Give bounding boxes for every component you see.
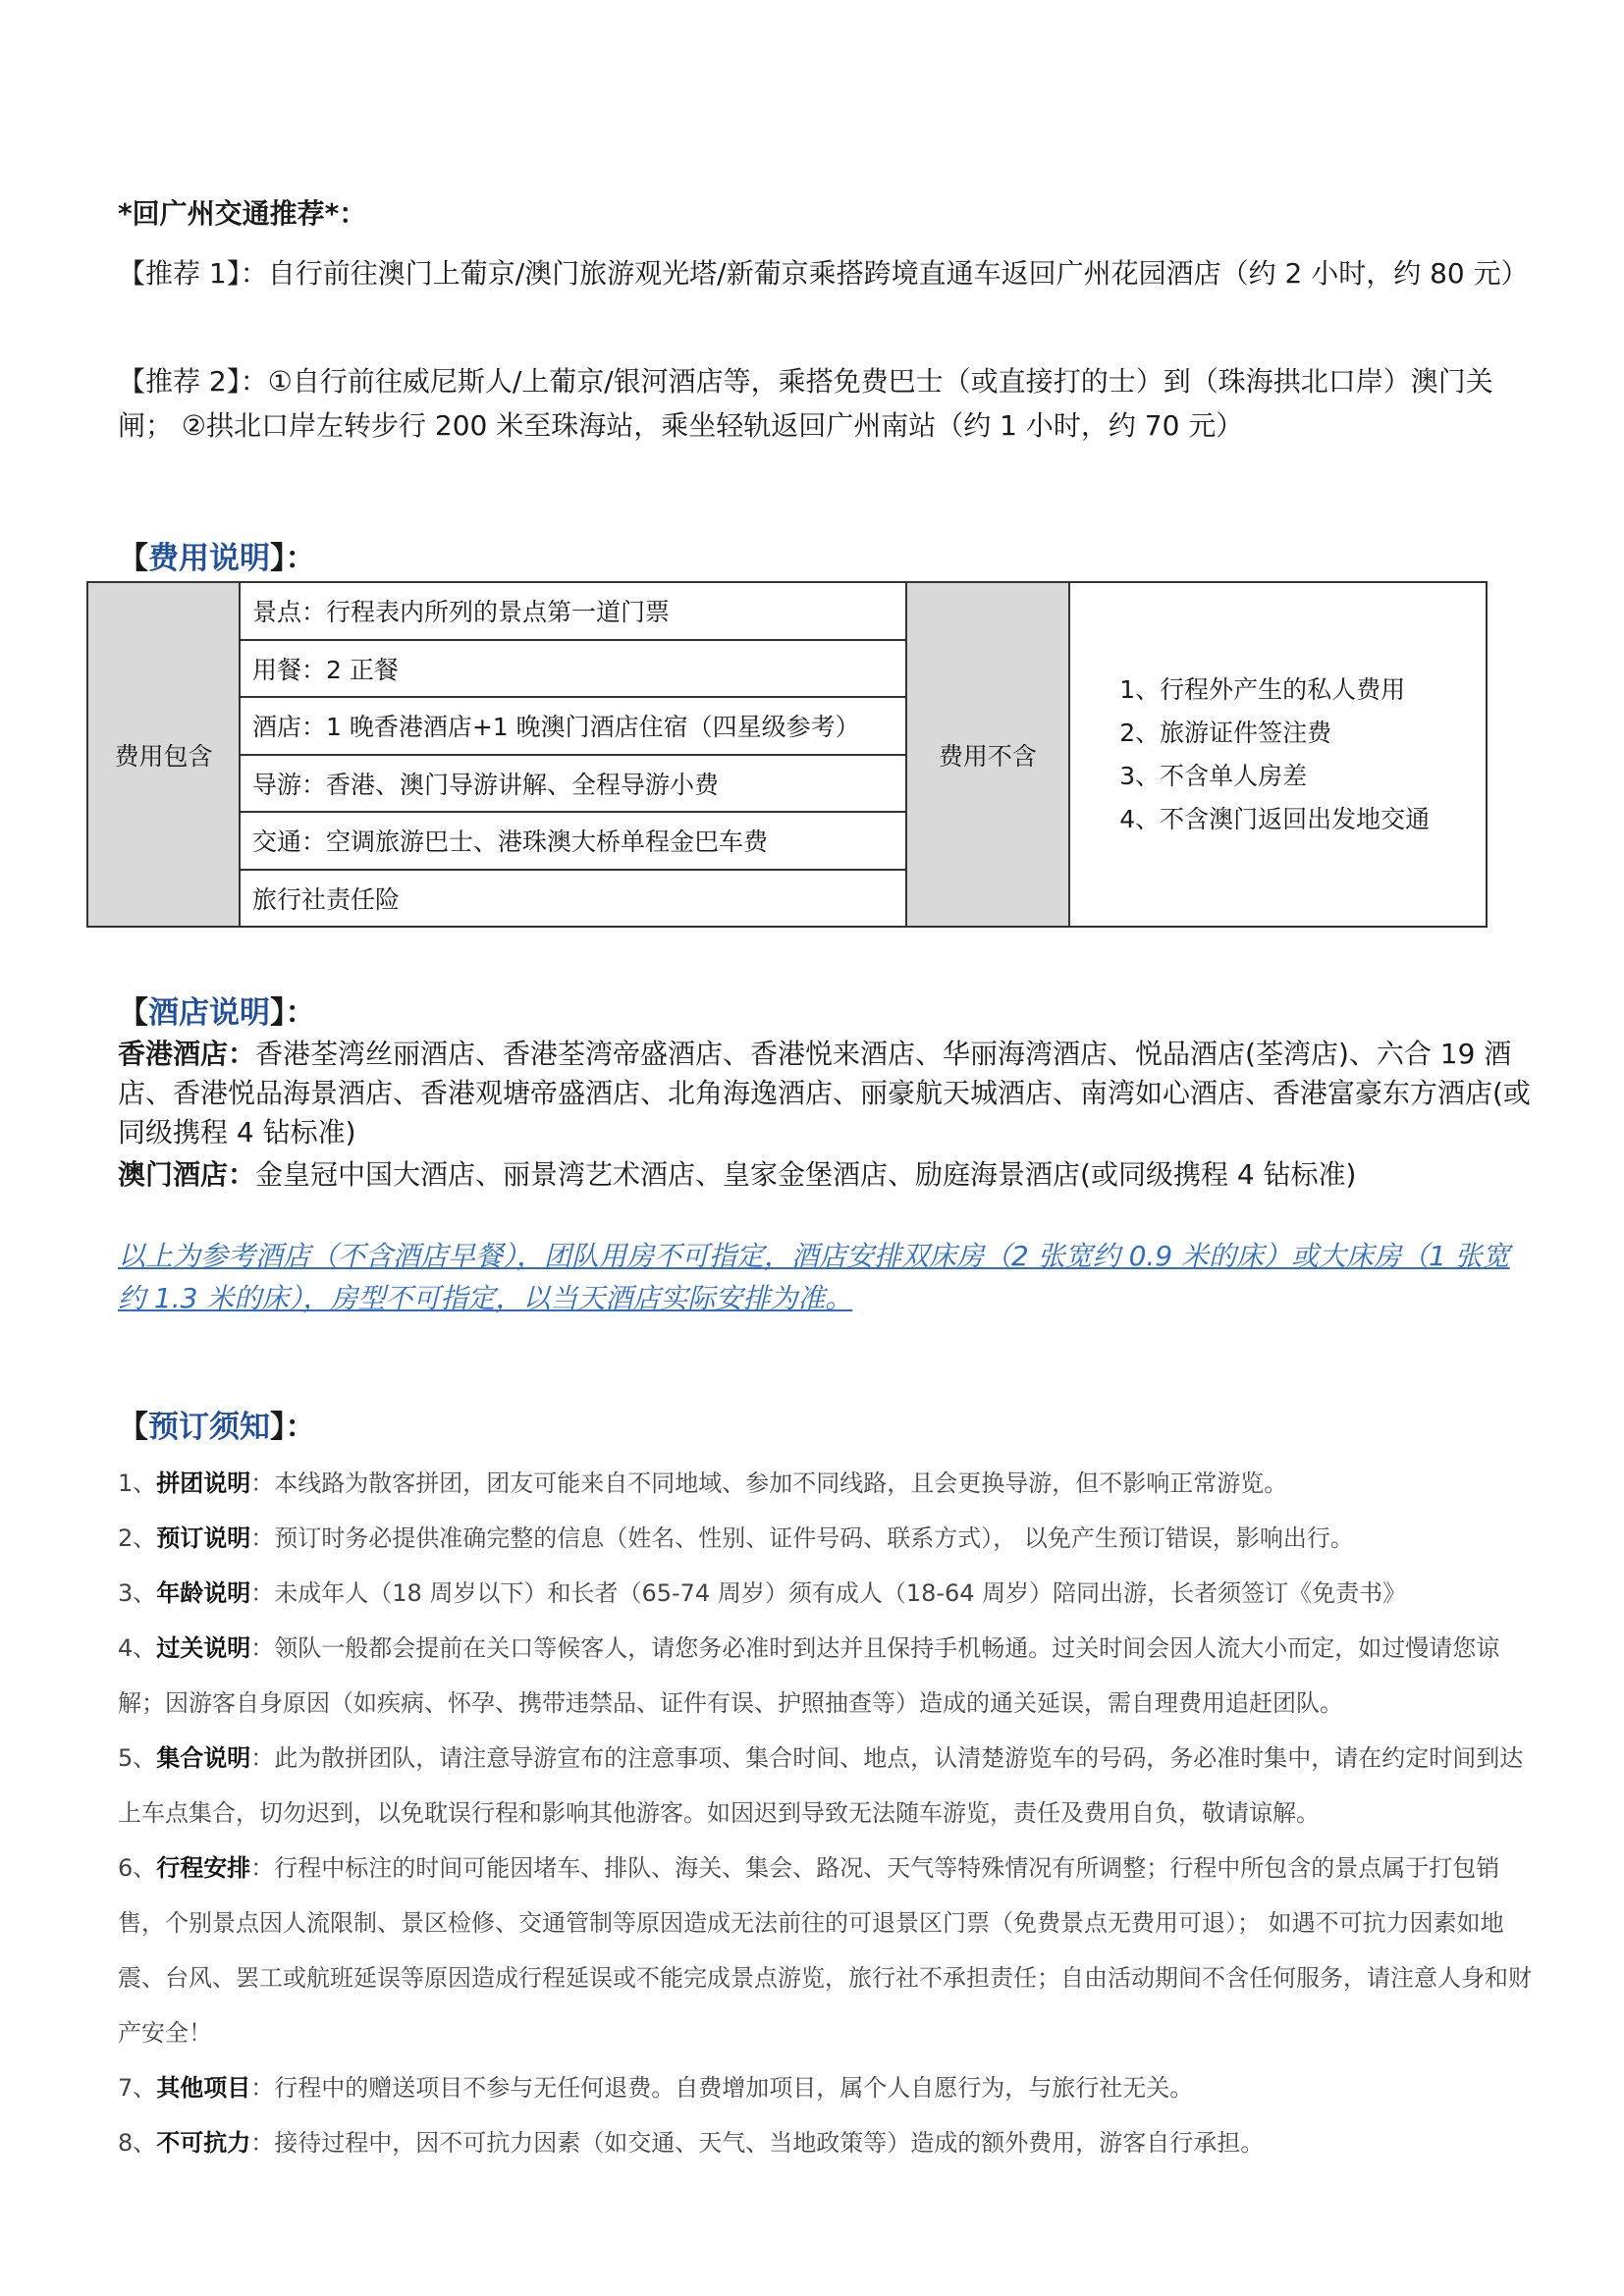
included-item: 景点：行程表内所列的景点第一道门票 (240, 582, 906, 640)
included-item: 酒店：1 晚香港酒店+1 晚澳门酒店住宿（四星级参考） (240, 697, 906, 755)
included-item: 旅行社责任险 (240, 870, 906, 928)
booking-item: 2、预订说明：预订时务必提供准确完整的信息（姓名、性别、证件号码、联系方式）， 以免产生预订错误，影响出行。 (118, 1524, 1354, 1552)
booking-item: 6、行程安排：行程中标注的时间可能因堵车、排队、海关、集会、路况、天气等特殊情况有所调整；行程中所包含的景点属于打包销售，个别景点因人流限制、景区检修、交通管制等原因造成无法前往的可退景区门票（免费景点无费用可退）； 如遇不可抗力因素如地震、台风、罢工或航班延误等原因造成行程延误或不能完成景点游览，旅行社不承担责任；自由活动期间不含任何服务，请注意人身和财产安全！ (118, 1854, 1532, 2047)
excluded-item: 2、旅游证件签注费 (1119, 718, 1332, 747)
transport-heading: *回广州交通推荐*： (118, 197, 367, 230)
excluded-item: 3、不含单人房差 (1119, 761, 1308, 790)
included-item: 导游：香港、澳门导游讲解、全程导游小费 (240, 755, 906, 813)
macau-hotels: 澳门酒店：金皇冠中国大酒店、丽景湾艺术酒店、皇家金堡酒店、励庭海景酒店(或同级携程 4 钻标准) (118, 1158, 1357, 1191)
macau-hotels-label: 澳门酒店： (118, 1158, 256, 1191)
hotels-heading: 【酒店说明】： (118, 995, 316, 1031)
booking-item: 5、集合说明：此为散拼团队，请注意导游宣布的注意事项、集合时间、地点，认清楚游览车的号码，务必准时集中，请在约定时间到达上车点集合，切勿迟到，以免耽误行程和影响其他游客。如因迟到导致无法随车游览，责任及费用自负，敬请谅解。 (118, 1744, 1524, 1827)
fee-table (86, 581, 1488, 928)
excluded-item: 4、不含澳门返回出发地交通 (1119, 804, 1431, 833)
booking-item: 8、不可抗力：接待过程中，因不可抗力因素（如交通、天气、当地政策等）造成的额外费用，游客自行承担。 (118, 2129, 1265, 2157)
included-item: 用餐：2 正餐 (240, 640, 906, 698)
hong-kong-hotels: 香港酒店：香港荃湾丝丽酒店、香港荃湾帝盛酒店、香港悦来酒店、华丽海湾酒店、悦品酒店(荃湾店)、六合 19 酒店、香港悦品海景酒店、香港观塘帝盛酒店、北角海逸酒店、丽豪航天城酒店、南湾如心酒店、香港富豪东方酒店(或同级携程 4 钻标准) (118, 1038, 1531, 1148)
booking-item: 4、过关说明：领队一般都会提前在关口等候客人，请您务必准时到达并且保持手机畅通。过关时间会因人流大小而定，如过慢请您谅解；因游客自身原因（如疾病、怀孕、携带违禁品、证件有误、护照抽查等）造成的通关延误，需自理费用追赶团队。 (118, 1634, 1500, 1717)
transport-recommendation-2: 【推荐 2】：①自行前往威尼斯人/上葡京/银河酒店等，乘搭免费巴士（或直接打的士）到（珠海拱北口岸）澳门关闸； ②拱北口岸左转步行 200 米至珠海站，乘坐轻轨返回广州南站（约 1 小时，约 70 元） (118, 365, 1493, 442)
excluded-item: 1、行程外产生的私人费用 (1119, 674, 1406, 704)
booking-item: 7、其他项目：行程中的赠送项目不参与无任何退费。自费增加项目，属个人自愿行为，与旅行社无关。 (118, 2074, 1194, 2102)
included-item: 交通：空调旅游巴士、港珠澳大桥单程金巴车费 (240, 812, 906, 870)
transport-recommendation-1: 【推荐 1】：自行前往澳门上葡京/澳门旅游观光塔/新葡京乘搭跨境直通车返回广州花园酒店（约 2 小时，约 80 元） (118, 257, 1529, 290)
hong-kong-hotels-label: 香港酒店： (118, 1038, 256, 1070)
booking-item: 1、拼团说明：本线路为散客拼团，团友可能来自不同地域、参加不同线路，且会更换导游，但不影响正常游览。 (118, 1469, 1288, 1497)
excluded-list (1069, 582, 1487, 927)
booking-heading: 【预订须知】： (118, 1410, 316, 1445)
fees-heading: 【费用说明】： (118, 541, 316, 576)
included-label: 费用包含 (87, 582, 240, 927)
booking-item: 3、年龄说明：未成年人（18 周岁以下）和长者（65-74 周岁）须有成人（18-64 周岁）陪同出游，长者须签订《免责书》 (118, 1579, 1407, 1607)
excluded-label: 费用不含 (906, 582, 1070, 927)
hotel-note: 以上为参考酒店（不含酒店早餐），团队用房不可指定，酒店安排双床房（2 张宽约 0.9 米的床）或大床房（1 张宽约 1.3 米的床），房型不可指定，以当天酒店实际安排为准。 (118, 1240, 1510, 1314)
